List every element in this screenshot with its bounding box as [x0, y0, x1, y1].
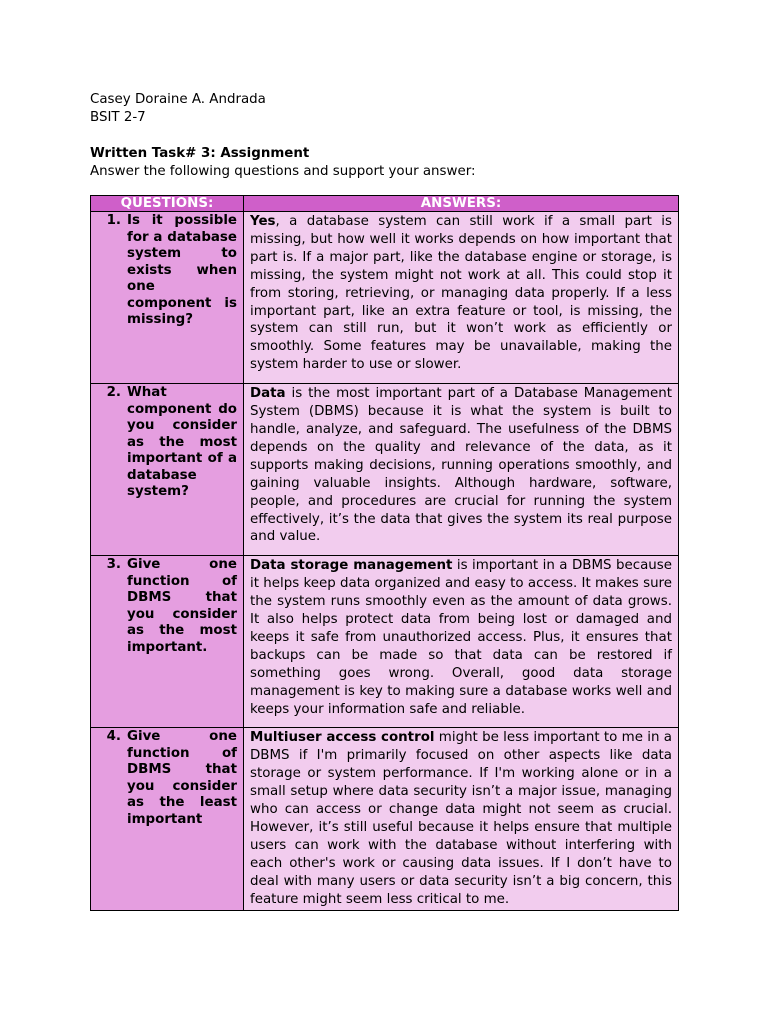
answer-lead: Yes [250, 214, 276, 229]
table-row [91, 556, 679, 728]
answer-text: might be less important to me in a DBMS if I'm primarily focused on other aspects like data storage or system performance. If I'm working alone or in a small setup where data security isn’t a major issue, managing who can access or change data might not seem as crucial. However, it’s still useful because it helps ensure that multiple users can work with the database without interfering with each other's work or causing data issues. If I don’t have to deal with many users or data security isn’t a big concern, this feature might seem less critical to me. [250, 730, 672, 907]
answer-cell [244, 384, 679, 556]
questions-header: QUESTIONS: [91, 196, 244, 212]
question-text: Give one function of DBMS that you consider as the most important. [127, 557, 237, 655]
answer-lead: Data storage management [250, 558, 453, 574]
question-text: Is it possible for a database system to exists when one component is missing? [127, 213, 237, 327]
qa-table [90, 195, 679, 911]
question-number: 3. [106, 557, 121, 573]
answer-cell [244, 556, 679, 728]
task-title: Written Task# 3: Assignment [90, 146, 310, 161]
answer-text: , a database system can still work if a small part is missing, but how well it works depends on how important that part is. If a major part, like the database engine or storage, is missing, the system might not work at all. This could stop it from storing, retrieving, or managing data properly. If a less important part, like an extra feature or tool, is missing, the system can still run, but it won’t work as efficiently or smoothly. Some features may be unavailable, making the system harder to use or slower. [250, 214, 672, 373]
question-cell [91, 384, 244, 556]
question-number: 1. [106, 213, 121, 228]
answers-header: ANSWERS: [244, 196, 679, 212]
table-header-row [91, 196, 679, 212]
question-cell [91, 728, 244, 910]
table-row [91, 384, 679, 556]
question-number: 2. [106, 385, 121, 401]
student-section: BSIT 2-7 [90, 109, 146, 125]
question-cell [91, 212, 244, 384]
document-header [90, 91, 678, 180]
student-name: Casey Doraine A. Andrada [90, 92, 266, 107]
answer-cell [244, 212, 679, 384]
table-row [91, 728, 679, 910]
answer-lead: Multiuser access control [250, 730, 435, 746]
answer-text: is important in a DBMS because it helps keep data organized and easy to access. It makes sure the system runs smoothly even as the amount of data grows. It also helps protect data from being lost or damaged and keeps it safe from unauthorized access. Plus, it ensures that backups can be made so that data can be restored if something goes wrong. Overall, good data storage management is key to making sure a database works well and keeps your information safe and reliable. [250, 558, 672, 717]
table-row [91, 212, 679, 384]
question-text: Give one function of DBMS that you consider as the least important [127, 729, 237, 827]
question-number: 4. [106, 729, 121, 745]
question-cell [91, 556, 244, 728]
task-instruction: Answer the following questions and support your answer: [90, 163, 476, 179]
answer-lead: Data [250, 386, 286, 402]
question-text: What component do you consider as the most important of a database system? [127, 385, 237, 500]
answer-cell [244, 728, 679, 910]
answer-text: is the most important part of a Database Management System (DBMS) because it is what the system is built to handle, analyze, and safeguard. The usefulness of the DBMS depends on the quality and relevance of the data, as it supports making decisions, running operations smoothly, and gaining valuable insights. Although hardware, software, people, and procedures are crucial for running the system effectively, it’s the data that gives the system its real purpose and value. [250, 386, 672, 545]
